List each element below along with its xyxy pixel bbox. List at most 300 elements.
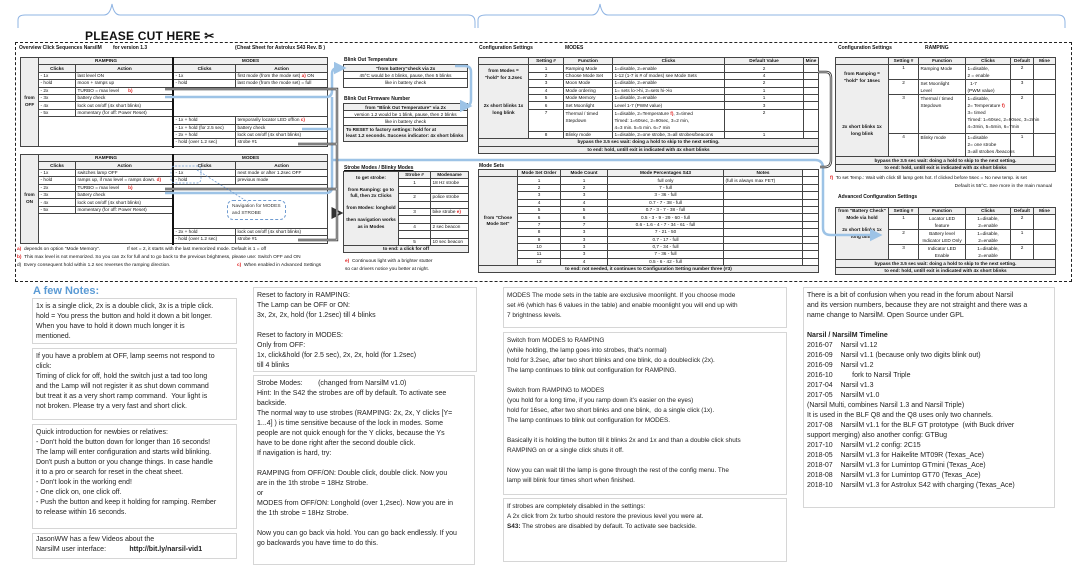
- advanced-table: [835, 207, 1056, 275]
- action-cell: [76, 184, 174, 191]
- strobe-instructions: [344, 172, 399, 246]
- action-header: Action: [236, 65, 328, 72]
- mode-set-row: [479, 258, 819, 265]
- footnote-a-detail: If set = 2, it starts with the last memorized mode. Default is 1 = off: [127, 247, 267, 252]
- version-label: for version 1.3: [113, 45, 148, 51]
- clicks-header: Clicks: [174, 162, 236, 169]
- setting-default: 1: [1011, 230, 1034, 245]
- cut-title: [85, 29, 215, 43]
- setting-clicks: 1= sets lo->hi, 2=sets hi->lo: [613, 87, 725, 94]
- clicks-text: 3= timed Timed: 1=60sec, 2=90sec, 3=2min 4=3min, 5=5min, 6=7min: [967, 110, 1040, 130]
- footnote-key: d): [17, 263, 22, 268]
- footnote-ref: b): [128, 87, 133, 93]
- click-cell: - hold (over 1.2 sec): [174, 236, 236, 243]
- mode-set-row: [479, 199, 819, 206]
- note-off-problem: If you have a problem at OFF, lamp seems not respond to click: Timing of click for off, hold the switch just a tad too long and the Lamp will not register it as shut down command but treat it as a very short ramp command. Your light is not broken. Please try a very fast and short click.: [32, 348, 237, 420]
- setting-row: [836, 65, 1056, 80]
- col-header: Clicks: [966, 208, 1011, 215]
- empty-cell: [399, 231, 431, 238]
- click-cell: - hold: [39, 177, 76, 184]
- click-cell: - 2x + hold: [174, 228, 236, 235]
- strobe-num: 2: [399, 194, 431, 201]
- brace-right: [478, 4, 1065, 28]
- mode-set-order: 8: [518, 229, 561, 236]
- setting-mine[interactable]: [1034, 80, 1056, 95]
- footnote-text: This max level is not memorized. So you can 2x for full and to go back to the previous brightness, please use: Switch OFF and ON: [24, 255, 301, 260]
- setting-mine[interactable]: [1034, 95, 1056, 134]
- strobe-table: [343, 171, 469, 253]
- action-header: Action: [236, 162, 328, 169]
- videos-link[interactable]: http://bit.ly/narsil-vid1: [129, 546, 203, 553]
- footnote-a: [17, 247, 100, 252]
- mode-count: 6: [561, 214, 608, 221]
- entry-label: from Ramping = "hold" for 16sec: [843, 71, 881, 83]
- empty-cell: [803, 184, 819, 191]
- col-header: Mode Percentages S43: [608, 170, 724, 177]
- footnote-key: f): [830, 176, 834, 181]
- footnote-ref: f): [670, 110, 674, 116]
- setting-function: Mode ordering: [564, 87, 613, 94]
- setting-number: 2: [889, 230, 919, 245]
- mode-set-order: 12: [518, 258, 561, 265]
- mode-set-row: [479, 177, 819, 184]
- strobe-name: [431, 208, 469, 215]
- section-divider: [172, 57, 174, 148]
- from-on-table: [20, 154, 328, 244]
- mode-percentages: 3 - 36 - full: [608, 192, 724, 199]
- mode-count: 5: [561, 206, 608, 213]
- setting-function: Moon Mode: [564, 80, 613, 87]
- mode-notes: [724, 221, 803, 228]
- action-header: Action: [76, 162, 174, 169]
- mode-set-row: [479, 251, 819, 258]
- advanced-title: Advanced Configuration Settings: [838, 194, 918, 200]
- setting-function: Ramping Mode: [919, 65, 966, 80]
- clicks-text: 1=disable, 2 = enable: [967, 66, 990, 79]
- mode-percentages: 0.7 - 17 - full: [608, 236, 724, 243]
- click-cell: - 2x + hold: [174, 131, 236, 138]
- mode-notes: [724, 229, 803, 236]
- setting-default: 4: [725, 72, 804, 79]
- setting-default: 2: [1011, 65, 1034, 80]
- mode-notes: [724, 206, 803, 213]
- setting-function: Blinky mode: [564, 131, 613, 138]
- setting-function: Locator LED feature: [919, 215, 966, 230]
- mode-notes: [724, 184, 803, 191]
- bypass-row: bypass the 3.5 sec wait: doing a hold to skip to the next setting.: [836, 157, 1056, 164]
- setting-clicks: 1=disable, 2=enable: [613, 94, 725, 101]
- click-cell: - 3x: [39, 191, 76, 198]
- mode-set-order: 10: [518, 243, 561, 250]
- empty-cell: [803, 206, 819, 213]
- setting-clicks: [966, 80, 1011, 95]
- col-header: Clicks: [966, 58, 1011, 65]
- setting-mine[interactable]: [804, 131, 819, 138]
- advanced-entry: [836, 208, 889, 260]
- col-header: Clicks: [613, 58, 725, 65]
- reset-line: To RESET to factory settings: hold for at: [346, 126, 437, 132]
- end-row: to end: hold, untill exit is indicated with 4x short blinks: [836, 164, 1056, 171]
- setting-clicks: [966, 65, 1011, 80]
- mode-set-order: 5: [518, 206, 561, 213]
- setting-default: 2: [725, 109, 804, 131]
- bypass-row: bypass the 3.5 sec wait: doing a hold to skip to the next setting.: [836, 260, 1056, 267]
- config-modes-label: Configuration Settings: [479, 45, 533, 51]
- action-cell: last mode (from the mode set) = full: [236, 80, 328, 87]
- action-cell: momentary (for off: Power Reset): [76, 109, 174, 116]
- blink-fw-title: Blink Out Firmware Number: [344, 96, 411, 102]
- blink-temp-row: like in battery check: [384, 80, 427, 86]
- mode-count: 7: [561, 221, 608, 228]
- action-cell: [236, 117, 328, 124]
- setting-clicks: 1=disable, 2=enable: [613, 80, 725, 87]
- mode-set-order: 1: [518, 177, 561, 184]
- strobe-name: 18 Hz strobe: [431, 179, 469, 186]
- empty-cell: [803, 229, 819, 236]
- setting-function: Mode Memory: [564, 94, 613, 101]
- footnote-b: [17, 255, 301, 260]
- setting-mine[interactable]: [1034, 65, 1056, 80]
- modes-header: MODES: [174, 155, 328, 162]
- strobe-name-header: Modename: [431, 172, 469, 179]
- action-cell: battery check: [236, 124, 328, 131]
- empty-cell: [803, 236, 819, 243]
- action-header: Action: [76, 65, 174, 72]
- setting-number: 1: [889, 65, 919, 80]
- blink-pattern-label: 2x short blinks 1x long blink: [842, 227, 882, 239]
- setting-clicks: [966, 134, 1015, 157]
- mode-set-row: [479, 221, 819, 228]
- empty-cell: [39, 117, 174, 147]
- setting-number: 8: [529, 131, 564, 138]
- action-cell: lock out on/off (4x short blinks): [76, 199, 174, 206]
- mode-count: 1: [561, 177, 608, 184]
- mode-set-order: 9: [518, 236, 561, 243]
- setting-number: 7: [529, 109, 564, 131]
- setting-number: 2: [889, 80, 919, 95]
- click-cell: - 1x + hold: [174, 117, 236, 124]
- footnote-ref: b): [128, 184, 133, 190]
- mode-notes: [724, 251, 803, 258]
- strobe-num: 1: [399, 179, 431, 186]
- mode-count: 3: [561, 192, 608, 199]
- setting-function: Battery level Indicator LED Only: [919, 230, 966, 245]
- setting-mine[interactable]: [804, 72, 819, 79]
- mode-percentages: full only: [608, 177, 724, 184]
- note-strobes-disabled: [503, 498, 787, 562]
- footnote-key: c): [237, 263, 242, 268]
- notes-title: A few Notes:: [33, 285, 100, 297]
- strobe-name: police strobe: [431, 194, 469, 201]
- action-cell: next mode or after 1.2sec OFF: [236, 169, 328, 176]
- setting-mine[interactable]: [804, 94, 819, 101]
- note-switch: Switch from MODES to RAMPING (while holding, the lamp goes into strobes, that's normal) hold for 3.2sec, after two short blinks and one blink, do a doubleclick (2x). The lamp continues to blink out configuration for RAMPING. Switch from RAMPING to MODES (you hold for a long time, if you ramp down it's easier on the eyes) hold for 16sec, after two short blinks and one blink, do a single click (1x). The lamp continues to blink out configuration for MODES. Basically it is holding the button till it blinks 2x and 1x and than a double click shuts RAMPING on or a single click shuts it off. Now you can wait till the lamp is gone through the rest of the config menu. The lamp will blink four times short when finished.: [503, 332, 787, 495]
- config-modes-table: [478, 57, 819, 154]
- mode-sets-entry: from "Chose Mode Set": [479, 177, 518, 266]
- empty-cell: [39, 214, 174, 244]
- setting-number: 3: [529, 80, 564, 87]
- clicks-header: Clicks: [39, 65, 76, 72]
- action-cell: switches lamp OFF: [76, 169, 174, 176]
- scissors-icon: ✂: [204, 29, 215, 43]
- action-cell: [76, 87, 174, 94]
- action-text: temporarily locator LED off/on: [237, 117, 300, 123]
- setting-number: 1: [529, 65, 564, 72]
- setting-number: 3: [889, 95, 919, 134]
- setting-number: 4: [889, 134, 919, 157]
- confusion-text: There is a bit of confusion when you read in the forum about Narsil and its version numbers, because they are not straight and there was a name change to NarsilM. Open Source under GPL: [807, 292, 1028, 319]
- setting-number: 6: [529, 102, 564, 109]
- setting-mine[interactable]: [1034, 215, 1056, 230]
- click-cell: - hold: [174, 80, 236, 87]
- setting-clicks: 1=disable, 2=enable: [613, 65, 725, 72]
- blink-temp-row: 45°C would be 4 blinks, pause, then 5 blinks: [344, 72, 467, 79]
- mode-percentages: 0,7 - 34 - full: [608, 243, 724, 250]
- footnote-f-detail: Default is 55°C. See more in the main manual: [954, 184, 1052, 189]
- config-ramping-table: [835, 57, 1056, 172]
- setting-clicks: 1-12 (1-7 is # of modes) see Mode Sets: [613, 72, 725, 79]
- clicks-text: , 3=timed Timed: 1=60sec, 2=90sec, 3=2 min, 4=3 min. 5=5 min. 6=7 min: [614, 110, 693, 130]
- footnote-d: [17, 263, 170, 268]
- brace-left: [18, 4, 475, 28]
- end-row: to end: hold, untill exit is indicated with 4x short blinks: [479, 146, 819, 153]
- entry-label: from "Battery Check" Mode via hold: [838, 208, 886, 220]
- footnote-f: [830, 176, 1027, 181]
- strobe-num: 5: [399, 238, 431, 245]
- action-cell: battery check: [76, 191, 174, 198]
- note-strobe: Strobe Modes: (changed from NarsilM v1.0) Hint: In the S42 the strobes are off by default. To activate see backside. The normal way to use strobes (RAMPING: 2x, 2x, Y clicks [Y= 1...4] ) is time sensitive because of the lock in modes. Some people are not quick enough for the Y clicks, because the Ys have to be done right after the second double click. If navigation is hard, try: RAMPING from OFF/ON: Double click, double click. Now you are in the 1th strobe = 18Hz Strobe. or MODES from OFF/ON: Longhold (over 1,2sec). Now you are in the 1th strobe = 18Hz Strobe. Now you can go back via hold. You can go back endlessly. If you go backwards you have time to do this.: [253, 375, 475, 565]
- bypass-row: bypass the 3.5 sec wait: doing a hold to skip to the next setting.: [479, 139, 819, 146]
- click-cell: - 2x: [39, 184, 76, 191]
- overview-title: Overview Click Sequences NarsilM: [19, 45, 102, 51]
- empty-cell: [803, 177, 819, 184]
- mode-percentages: 0.7 - 3 - 7 - 38 - full: [608, 206, 724, 213]
- timeline-title: Narsil / NarsilM Timeline: [807, 332, 888, 339]
- footnote-ref: c): [300, 117, 305, 123]
- setting-mine[interactable]: [1034, 134, 1056, 157]
- action-cell: lock out on/off (4x short blinks): [76, 102, 174, 109]
- empty-cell: [399, 186, 431, 193]
- empty-cell: [803, 221, 819, 228]
- mode-percentages: 0.7 - 7 - 38 - full: [608, 199, 724, 206]
- setting-mine[interactable]: [1034, 245, 1056, 260]
- empty-cell: [803, 243, 819, 250]
- strobes-disabled-text: If strobes are completely disabled in the settings: A 2x click from 2x turbo should restore the previous level you were at.: [507, 503, 704, 520]
- setting-function: Indicator LED Enable: [919, 245, 966, 260]
- mode-set-order: 6: [518, 214, 561, 221]
- mode-percentages: 7 - 36 - full: [608, 251, 724, 258]
- config-ramping-entry: [836, 65, 889, 157]
- footnote-e-detail: so car drivers notice you better at night.: [345, 267, 429, 272]
- empty-cell: [803, 170, 819, 177]
- setting-mine[interactable]: [1034, 230, 1056, 245]
- footnote-c: [237, 263, 321, 268]
- config-modes-sub: MODES: [565, 45, 584, 51]
- click-cell: - 1x: [174, 72, 236, 79]
- setting-mine[interactable]: [804, 65, 819, 72]
- setting-default: 1: [725, 131, 804, 138]
- setting-default: 2: [725, 80, 804, 87]
- setting-number: 3: [889, 245, 919, 260]
- setting-function: Ramping Mode: [564, 65, 613, 72]
- blink-temp-box: [343, 64, 468, 88]
- navigation-callout: Navigation for MODES and STROBE: [227, 200, 286, 220]
- mode-percentages: 0.6 - 1.6 - 4 - 7 - 34 - 61 - full: [608, 221, 724, 228]
- config-ramping-sub: RAMPING: [925, 45, 949, 51]
- empty-cell: [803, 214, 819, 221]
- strobe-instruction: to get strobe:: [356, 175, 386, 180]
- blink-fw-row: from "Blink Out Temperature" via 2x: [344, 104, 467, 111]
- strobe-instruction: then navigation works as in Modes: [346, 217, 396, 229]
- click-cell: - 1x: [39, 72, 76, 79]
- end-row: to end: hold, untill exit is indicated with 4x short blinks: [836, 267, 1056, 274]
- setting-mine[interactable]: [804, 87, 819, 94]
- videos-text: JasonWW has a few Videos about the NarsilM user interface:: [36, 536, 155, 553]
- setting-default: 1: [725, 87, 804, 94]
- click-cell: - 1x + hold (for 2.5 sec): [174, 124, 236, 131]
- action-cell: battery check: [76, 94, 174, 101]
- footnote-text: Every consequent hold within 1.2 sec reverses the ramping direction.: [23, 263, 171, 268]
- sheet-label: (Cheat Sheet for Astrolux S43 Rev. B ): [235, 45, 326, 51]
- mode-notes: [724, 214, 803, 221]
- clicks-header: Clicks: [39, 162, 76, 169]
- setting-clicks: 1=disable, 2=enable: [966, 245, 1011, 260]
- mode-set-row: [479, 184, 819, 191]
- mode-notes: [724, 192, 803, 199]
- mode-sets-table: [478, 169, 819, 273]
- s43-text: The strobes are disabled by default. To activate see backside.: [520, 523, 697, 530]
- empty-cell: [431, 231, 469, 238]
- action-cell: strobe #1: [236, 236, 328, 243]
- mode-set-row: [479, 206, 819, 213]
- setting-function: Choose Mode Set: [564, 72, 613, 79]
- note-reset: Reset to factory in RAMPING: The Lamp can be OFF or ON: 3x, 2x, 2x, hold (for 1.2sec) till 4 blinks Reset to factory in MODES: Only from OFF: 1x, click&hold (for 2.5 sec), 2x, 2x, hold (for 1.2sec) till 4 blinks: [253, 287, 477, 372]
- config-modes-entry: [479, 65, 529, 139]
- setting-default: 3: [1011, 80, 1034, 95]
- click-cell: - 5x: [39, 109, 76, 116]
- blink-fw-row: version 1.2 would be 1 blink, pause, then 2 blinks: [344, 111, 467, 118]
- setting-function: Set Moonlight Level: [919, 80, 966, 95]
- click-cell: - hold (over 1.2 sec): [174, 139, 236, 146]
- action-text: first mode (from the mode set): [237, 72, 301, 78]
- setting-function: Thermal / timed Stepdown: [919, 95, 966, 134]
- mode-percentages: 0.5 - 6 - 42 - full: [608, 258, 724, 265]
- mode-count: 3: [561, 243, 608, 250]
- footnote-ref: f): [1001, 103, 1005, 109]
- setting-clicks: 1=disable, 2=enable: [966, 215, 1011, 230]
- setting-default: 2: [1011, 215, 1034, 230]
- blink-pattern-label: 2x short blinks 1x long blink: [483, 103, 524, 115]
- col-header: Default Value: [725, 58, 804, 65]
- mode-notes: (full is always max FET): [724, 177, 803, 184]
- mode-set-order: 11: [518, 251, 561, 258]
- click-cell: - 1x: [174, 169, 236, 176]
- mode-notes: [724, 243, 803, 250]
- setting-clicks: [966, 95, 1040, 134]
- mode-set-row: [479, 243, 819, 250]
- strobe-end: to end: a click for off: [344, 245, 469, 252]
- reset-line: least 1.2 seconds. Success indicator: 4x short blinks: [346, 133, 464, 139]
- strobe-title: Strobe Modes / Blinky Modes: [344, 165, 414, 171]
- blink-fw-row: like in battery check: [344, 118, 467, 125]
- from-off-label: from OFF: [21, 58, 39, 147]
- setting-default: 2: [725, 65, 804, 72]
- clicks-text: 1=disable 2= one strobe 3=all strobes /beacons: [967, 135, 1015, 155]
- end-row: to end: not needed, it continues to Configuration Setting number three (#3): [479, 266, 819, 273]
- modes-header: MODES: [174, 58, 328, 65]
- setting-default: 1: [1011, 134, 1034, 157]
- empty-cell: [431, 216, 469, 223]
- mode-set-row: [479, 214, 819, 221]
- from-off-table: [20, 57, 328, 147]
- mode-set-order: 7: [518, 221, 561, 228]
- setting-number: 4: [529, 87, 564, 94]
- col-header: Mine: [1034, 208, 1056, 215]
- empty-cell: [399, 216, 431, 223]
- action-text: TURBO = max level: [77, 184, 120, 190]
- action-cell: momentary (for off: Power Reset): [76, 206, 174, 213]
- setting-number: 1: [889, 215, 919, 230]
- mode-count: 4: [561, 258, 608, 265]
- mode-set-order: 2: [518, 184, 561, 191]
- empty-cell: [479, 58, 529, 65]
- col-header: Function: [564, 58, 613, 65]
- mode-notes: [724, 199, 803, 206]
- note-mode-sets: MODES The mode sets in the table are exclusive moonlight. If you choose mode set #6 (which has 6 values in the table) and enable moonlight you will end up with 7 brightness levels.: [503, 287, 787, 328]
- empty-cell: [431, 201, 469, 208]
- clicks-text: 1-7 (PWM value): [967, 81, 995, 94]
- action-suffix: ON: [307, 72, 315, 78]
- note-clicks: 1x is a single click, 2x is a double click, 3x is a triple click. hold = You press the button and hold it down a bit longer. When you have to hold it down much longer it is mentioned.: [32, 298, 237, 344]
- ramping-header: RAMPING: [39, 58, 174, 65]
- col-header: Setting #: [889, 208, 919, 215]
- col-header: Mode Set Order: [518, 170, 561, 177]
- setting-function: Thermal / timed Stepdown: [564, 109, 613, 131]
- mode-count: 3: [561, 236, 608, 243]
- action-cell: moon + ramps up: [76, 80, 174, 87]
- setting-mine[interactable]: [804, 102, 819, 109]
- empty-cell: [836, 58, 889, 65]
- setting-number: 5: [529, 94, 564, 101]
- empty-cell: [803, 258, 819, 265]
- clicks-text: 1=disable, 2= Temperature: [967, 96, 1001, 109]
- blink-temp-row: "from battery"check via 2x: [344, 65, 467, 72]
- setting-default: 1: [725, 94, 804, 101]
- empty-cell: [803, 192, 819, 199]
- mode-set-row: [479, 236, 819, 243]
- col-header: Mode Count: [561, 170, 608, 177]
- action-cell: last level ON: [76, 72, 174, 79]
- mode-percentages: 7 - 21 - 50: [608, 229, 724, 236]
- cut-title-text: PLEASE CUT HERE: [85, 29, 201, 43]
- mode-notes: [724, 236, 803, 243]
- clicks-text: 1=disable, 2=Temperature: [614, 110, 669, 116]
- mode-set-order: 4: [518, 199, 561, 206]
- col-header: Setting #: [889, 58, 919, 65]
- col-header: Mine: [1034, 58, 1056, 65]
- setting-mine[interactable]: [804, 80, 819, 87]
- strobe-name: 2 sec beacon: [431, 223, 469, 230]
- setting-function: Blinky mode: [919, 134, 966, 157]
- setting-mine[interactable]: [804, 109, 819, 131]
- ramping-header: RAMPING: [39, 155, 174, 162]
- action-cell: lock out on/off (4x short blinks): [236, 131, 328, 138]
- mode-percentages: 7 - full: [608, 184, 724, 191]
- footnote-ref: e): [456, 209, 461, 215]
- clicks-header: Clicks: [174, 65, 236, 72]
- mode-notes: [724, 258, 803, 265]
- note-newbies: Quick introduction for newbies or relatives: - Don't hold the button down for longer than 16 seconds! The lamp will enter configuration and starts wild blinking. Don't push a button or you change things. In case handle it to a pro or search for reset in the cheat sheet. - Don't look in the working end! - One click on, one click off. - Push the button and keep it holding for ramping. Rember to release within 16 seconds.: [32, 424, 237, 529]
